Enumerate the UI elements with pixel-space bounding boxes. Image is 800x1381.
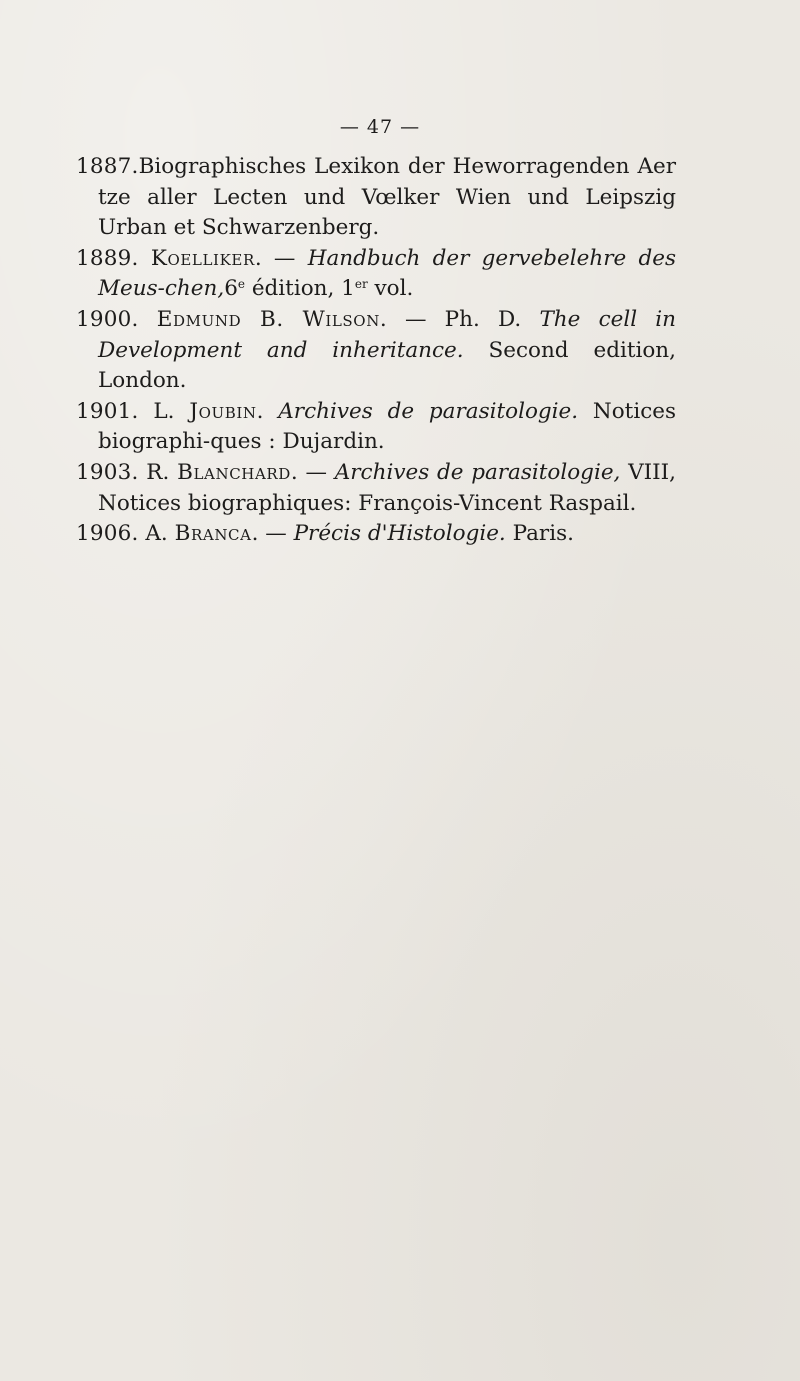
entry-text: R. (138, 459, 178, 485)
entry-text (139, 307, 157, 332)
entry-text: 6 (224, 276, 238, 302)
entry-text: édition, 1 (244, 276, 355, 302)
entry-text: Biographisches Lexikon der Heworragenden Aer tze aller Lecten und Vœlker Wien und Leipszig Urban et Schwarzenberg. (98, 154, 676, 241)
superscript-text: e (237, 277, 245, 292)
entry-year: 1900. (76, 306, 139, 332)
entry-text: Second edition, London. (98, 337, 676, 394)
entry-text: . (256, 398, 279, 424)
entry-text: L. (138, 398, 190, 424)
author-name: Blanchard (177, 459, 291, 485)
work-title: Précis d'Histologie. (293, 521, 506, 547)
entry-year: 1889. (76, 245, 139, 271)
work-title: Archives de parasitologie, (334, 459, 621, 485)
work-title: Archives de parasitologie. (278, 398, 579, 424)
entry-year: 1887. (76, 154, 139, 179)
bibliography-entry (76, 152, 676, 244)
entry-text: A. (138, 521, 175, 547)
bibliography-entry (76, 305, 676, 397)
entry-text: Notices biographi-ques : Dujardin. (98, 398, 677, 455)
work-title: Handbuch der gervebelehre des Meus-chen, (98, 245, 676, 302)
work-title: The cell in Development and inheritance. (98, 306, 676, 363)
page-number: — 47 — (339, 116, 421, 138)
bibliography-entry (76, 458, 676, 519)
entry-text: . — (254, 245, 308, 271)
entry-text: vol. (367, 276, 414, 302)
entry-text: . — (290, 459, 335, 485)
entry-year: 1906. (76, 521, 139, 547)
author-name: Koelliker (150, 245, 255, 271)
author-name: Edmund B. Wilson (156, 306, 380, 332)
entry-text: . — Ph. D. (379, 306, 540, 332)
bibliography-entry (76, 519, 676, 550)
author-name: Branca (174, 521, 252, 547)
bibliography-entry (76, 244, 676, 305)
entry-text: . — (251, 521, 294, 547)
entry-text: Paris. (505, 521, 574, 547)
entry-year: 1901. (76, 398, 139, 424)
bibliography-list (76, 152, 676, 550)
bibliography-entry (76, 397, 676, 458)
entry-text: VIII, Notices biographiques: François-Vincent Raspail. (98, 459, 676, 516)
entry-year: 1903. (76, 459, 139, 485)
author-name: Joubin (189, 398, 257, 424)
superscript-text: er (354, 277, 368, 292)
entry-text (139, 246, 151, 271)
